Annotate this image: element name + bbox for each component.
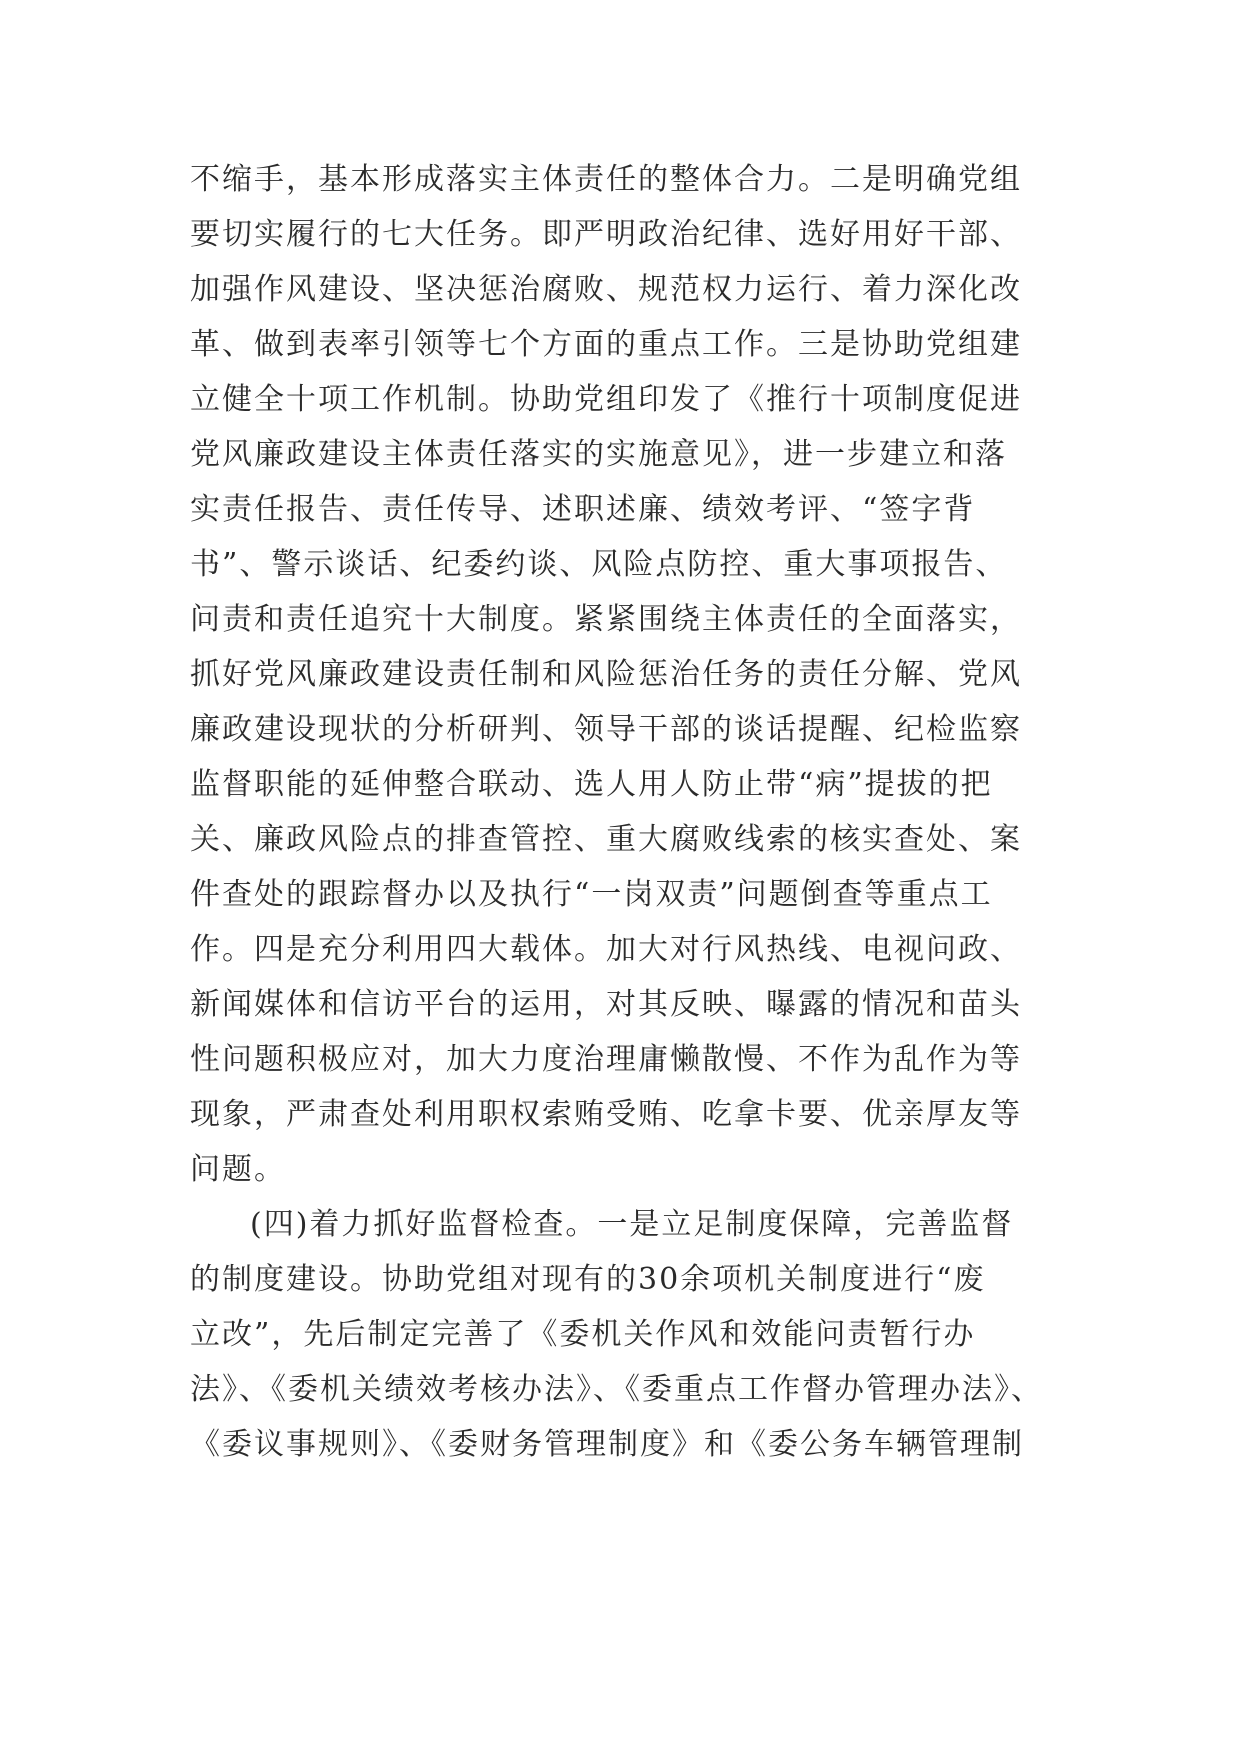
text-line: 关、廉政风险点的排查管控、重大腐败线索的核实查处、案 [190, 822, 1022, 857]
text-line: 革、做到表率引领等七个方面的重点工作。三是协助党组建 [190, 327, 1022, 362]
text-line: 立健全十项工作机制。协助党组印发了《推行十项制度促进 [190, 382, 1022, 417]
text-line: 问责和责任追究十大制度。紧紧围绕主体责任的全面落实， [190, 602, 1022, 637]
text-line: 现象，严肃查处利用职权索贿受贿、吃拿卡要、优亲厚友等 [190, 1097, 1022, 1132]
text-line: 要切实履行的七大任务。即严明政治纪律、选好用好干部、 [190, 217, 1022, 252]
text-line: 书”、警示谈话、纪委约谈、风险点防控、重大事项报告、 [190, 547, 1008, 582]
text-line: 件查处的跟踪督办以及执行“一岗双责”问题倒查等重点工 [190, 877, 993, 912]
text-line: 加强作风建设、坚决惩治腐败、规范权力运行、着力深化改 [190, 272, 1022, 307]
text-line: 立改”，先后制定完善了《委机关作风和效能问责暂行办 [190, 1317, 976, 1352]
text-line: 实责任报告、责任传导、述职述廉、绩效考评、“签字背 [190, 492, 976, 527]
text-line: 不缩手，基本形成落实主体责任的整体合力。二是明确党组 [190, 162, 1022, 197]
text-line: 问题。 [190, 1152, 286, 1187]
text-line: 法》、《委机关绩效考核办法》、《委重点工作督办管理办法》、 [190, 1372, 1043, 1407]
text-line: 党风廉政建设主体责任落实的实施意见》，进一步建立和落 [190, 437, 1007, 472]
text-line: 性问题积极应对，加大力度治理庸懒散慢、不作为乱作为等 [190, 1042, 1022, 1077]
text-line: 廉政建设现状的分析研判、领导干部的谈话提醒、纪检监察 [190, 712, 1022, 747]
text-line: 新闻媒体和信访平台的运用，对其反映、曝露的情况和苗头 [190, 987, 1022, 1022]
text-line: 《委议事规则》、《委财务管理制度》和《委公务车辆管理制 [190, 1427, 1024, 1462]
paragraph-first-line: (四)着力抓好监督检查。一是立足制度保障，完善监督 [250, 1207, 1014, 1242]
text-line: 的制度建设。协助党组对现有的30余项机关制度进行“废 [190, 1262, 986, 1297]
text-line: 作。四是充分利用四大载体。加大对行风热线、电视问政、 [190, 932, 1022, 967]
text-line: 抓好党风廉政建设责任制和风险惩治任务的责任分解、党风 [190, 657, 1022, 692]
text-line: 监督职能的延伸整合联动、选人用人防止带“病”提拔的把 [190, 767, 993, 802]
